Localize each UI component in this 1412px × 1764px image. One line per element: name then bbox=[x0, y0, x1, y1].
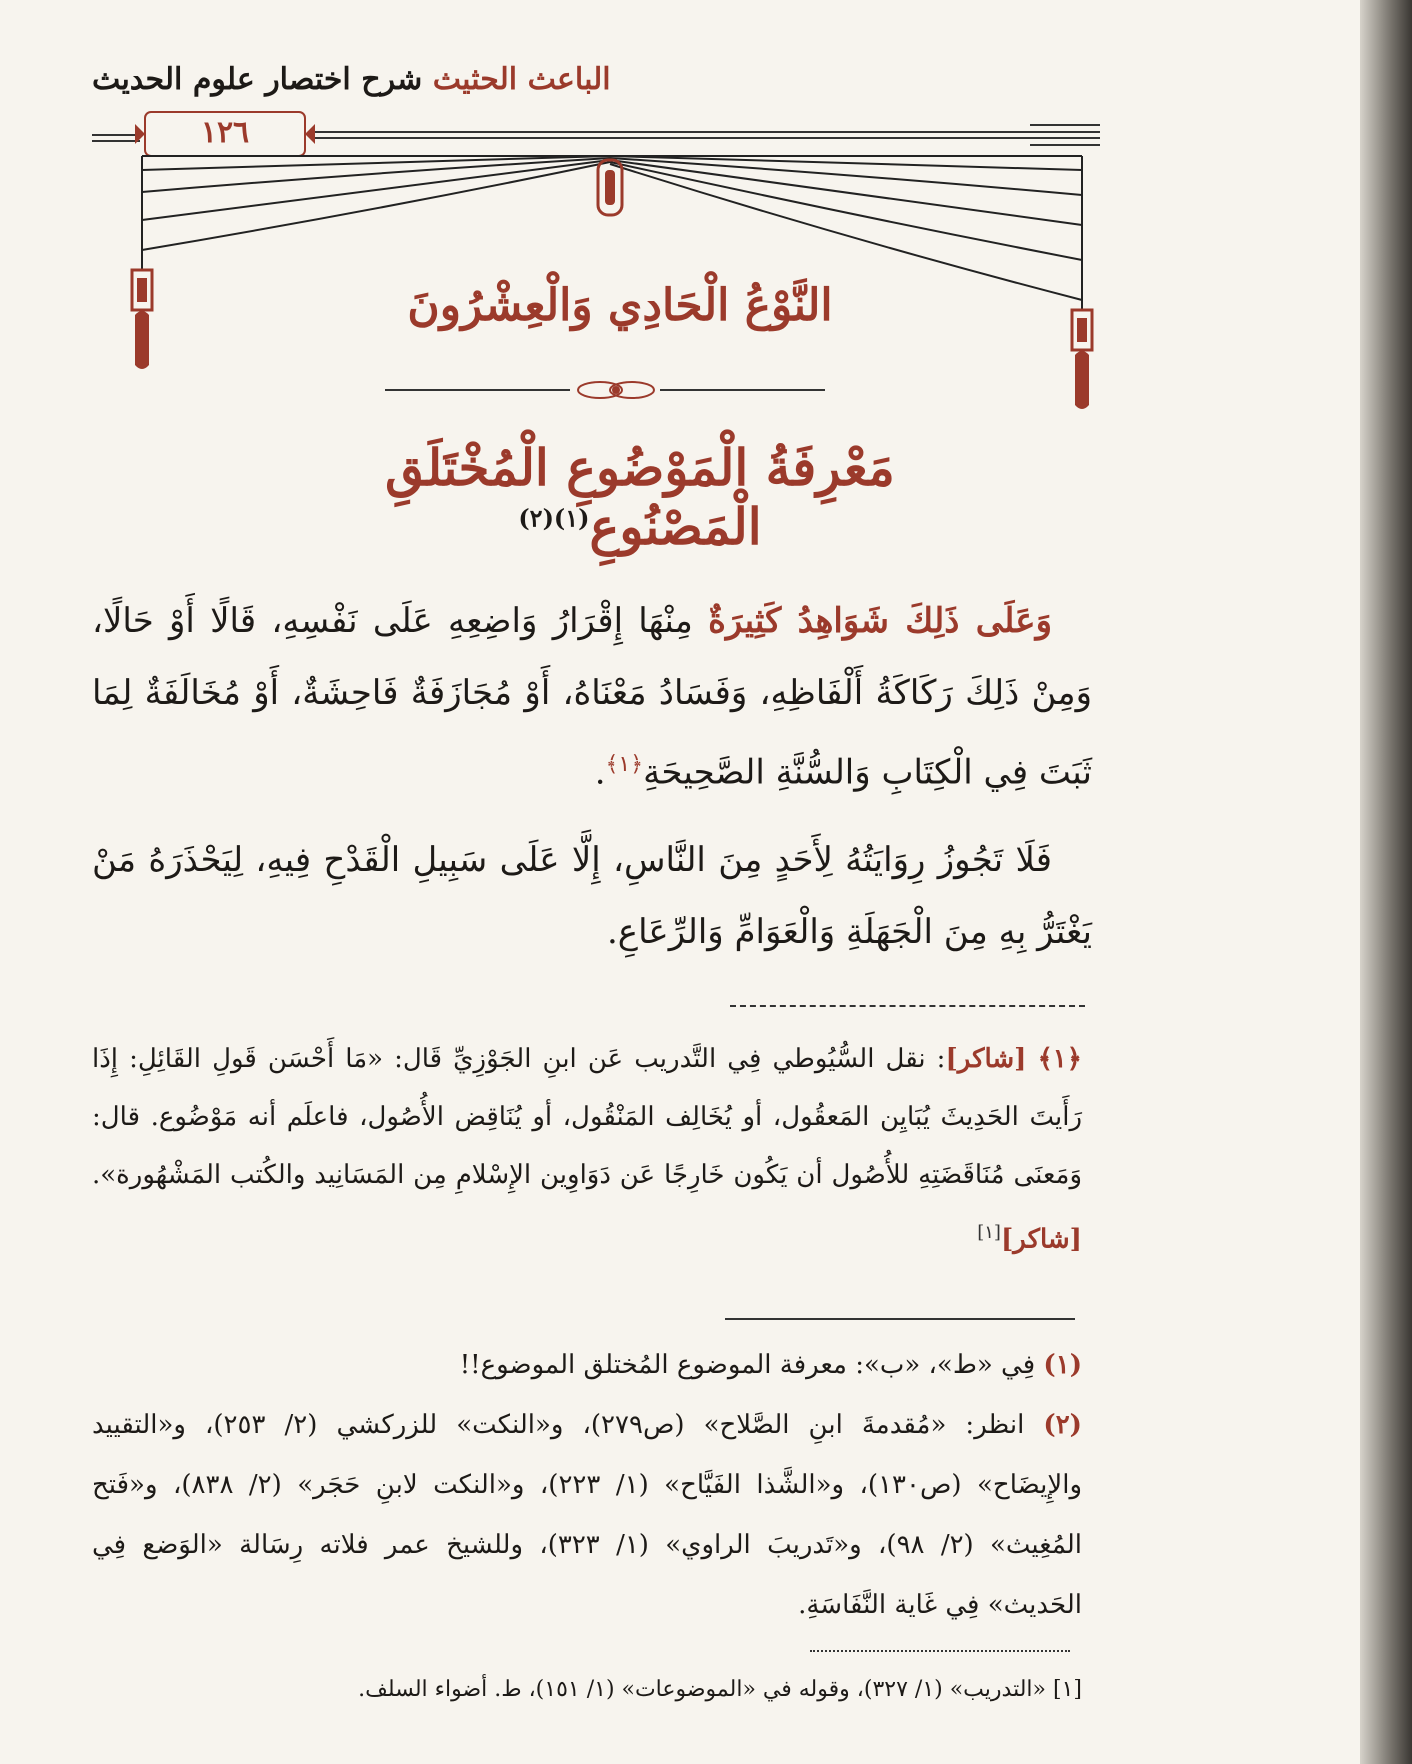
right-tassel-ornament bbox=[1072, 310, 1092, 409]
footnotes-separator bbox=[725, 1318, 1075, 1320]
shakir-note-mark: ﴿١﴾ bbox=[1037, 1044, 1082, 1074]
bottom-note-separator bbox=[810, 1650, 1070, 1652]
bottom-note-ref: [١] bbox=[1052, 1677, 1082, 1702]
commentary-separator bbox=[730, 1005, 1085, 1007]
footnote-2-text: انظر: «مُقدمةَ ابنِ الصَّلاح» (ص٢٧٩)، و«النكت» للزركشي (٢/ ٢٥٣)، و«التقييد والإِيضَاح» (ص١٣٠)، و«الشَّذا الفَيَّاح» (١/ ٢٢٣)، و«النكت لابنِ حَجَر» (٢/ ٨٣٨)، و«فَتح المُغِيث» (٢/ ٩٨)، و«تَدريبَ الراوي» (١/ ٣٢٣)، وللشيخ عمر فلاته رِسَالة «الوَضع فِي الحَديث» فِي غَاية النَّفَاسَةِ. bbox=[92, 1410, 1083, 1620]
shakir-note-text: : نقل السُّيُوطي فِي التَّدريب عَن ابنِ الجَوْزِيِّ قَال: «مَا أَحْسَن قَولِ القَائِلِ: إِذَا رَأَيتَ الحَدِيثَ يُبَايِن المَعقُول، أو يُخَالِف المَنْقُول، أو يُنَاقِض الأُصُول، فاعلَم أنه مَوْضُوع. قال: وَمَعنَى مُنَاقَضَتِهِ للأُصُول أن يَكُون خَارِجًا عَن دَوَاوِين الإِسْلامِ مِن المَسَانِيد والكُتب المَشْهُورة». bbox=[92, 1044, 1082, 1190]
shakir-end-ref: [١] bbox=[977, 1222, 1001, 1243]
chapter-title: النَّوْعُ الْحَادِي وَالْعِشْرُونَ bbox=[407, 280, 833, 331]
book-subtitle: شرح اختصار علوم الحديث bbox=[92, 62, 423, 97]
paragraph-2: فَلَا تَجُوزُ رِوَايَتُهُ لِأَحَدٍ مِنَ النَّاسِ، إِلَّا عَلَى سَبِيلِ الْقَدْحِ فِيهِ، لِيَحْذَرَهُ مَنْ يَغْتَرُّ بِهِ مِنَ الْجَهَلَةِ وَالْعَوَامِّ وَالرِّعَاعِ. bbox=[92, 840, 1092, 953]
page-number: ١٢٦ bbox=[200, 115, 250, 150]
bottom-note-text: «التدريب» (١/ ٣٢٧)، وقوله في «الموضوعات» (١/ ١٥١)، ط. أضواء السلف. bbox=[358, 1677, 1053, 1702]
paragraph-1-text: مِنْهَا إِقْرَارُ وَاضِعِهِ عَلَى نَفْسِهِ، قَالًا أَوْ حَالًا، وَمِنْ ذَلِكَ رَكَاكَةُ أَلْفَاظِهِ، وَفَسَادُ مَعْنَاهُ، أَوْ مُجَازَفَةٌ فَاحِشَةٌ، أَوْ مُخَالَفَةٌ لِمَا ثَبَتَ فِي الْكِتَابِ وَالسُّنَّةِ الصَّحِيحَةِ bbox=[92, 601, 1092, 793]
shakir-commentary bbox=[92, 1030, 1082, 1269]
footnote-2 bbox=[92, 1395, 1082, 1635]
title-divider-ornament bbox=[578, 382, 654, 398]
center-tassel-ornament bbox=[598, 160, 622, 215]
topic-title: مَعْرِفَةُ الْمَوْضُوعِ الْمُخْتَلَقِ الْمَصْنُوعِ bbox=[385, 438, 895, 556]
footnote-2-number: (٢) bbox=[1043, 1410, 1082, 1440]
shakir-label: [شاكر] bbox=[945, 1044, 1027, 1074]
footnotes bbox=[92, 1335, 1082, 1635]
topic-footnote-refs: (١)(٢) bbox=[518, 503, 590, 533]
topic-heading bbox=[280, 438, 1000, 556]
book-title: الباعث الحثيث bbox=[432, 62, 611, 97]
running-header bbox=[92, 62, 612, 97]
footnote-1-number: (١) bbox=[1043, 1350, 1082, 1380]
left-tassel-ornament bbox=[132, 270, 152, 369]
footnote-1 bbox=[92, 1335, 1082, 1395]
shakir-end-label: [شاكر] bbox=[1000, 1224, 1082, 1255]
bottom-note bbox=[92, 1670, 1082, 1710]
footnote-1-text: فِي «ط»، «ب»: معرفة الموضوع المُختلق الموضوع!! bbox=[459, 1350, 1044, 1380]
paragraph-1-note-mark: ﴿١﴾ bbox=[605, 752, 644, 777]
paragraph-1 bbox=[92, 585, 1092, 808]
paragraph-1-end: . bbox=[594, 752, 606, 793]
paragraph-1-lead: وَعَلَى ذَلِكَ شَوَاهِدُ كَثِيرَةٌ bbox=[708, 601, 1052, 641]
page-binding-shadow bbox=[1360, 0, 1412, 1764]
main-text bbox=[92, 585, 1092, 984]
